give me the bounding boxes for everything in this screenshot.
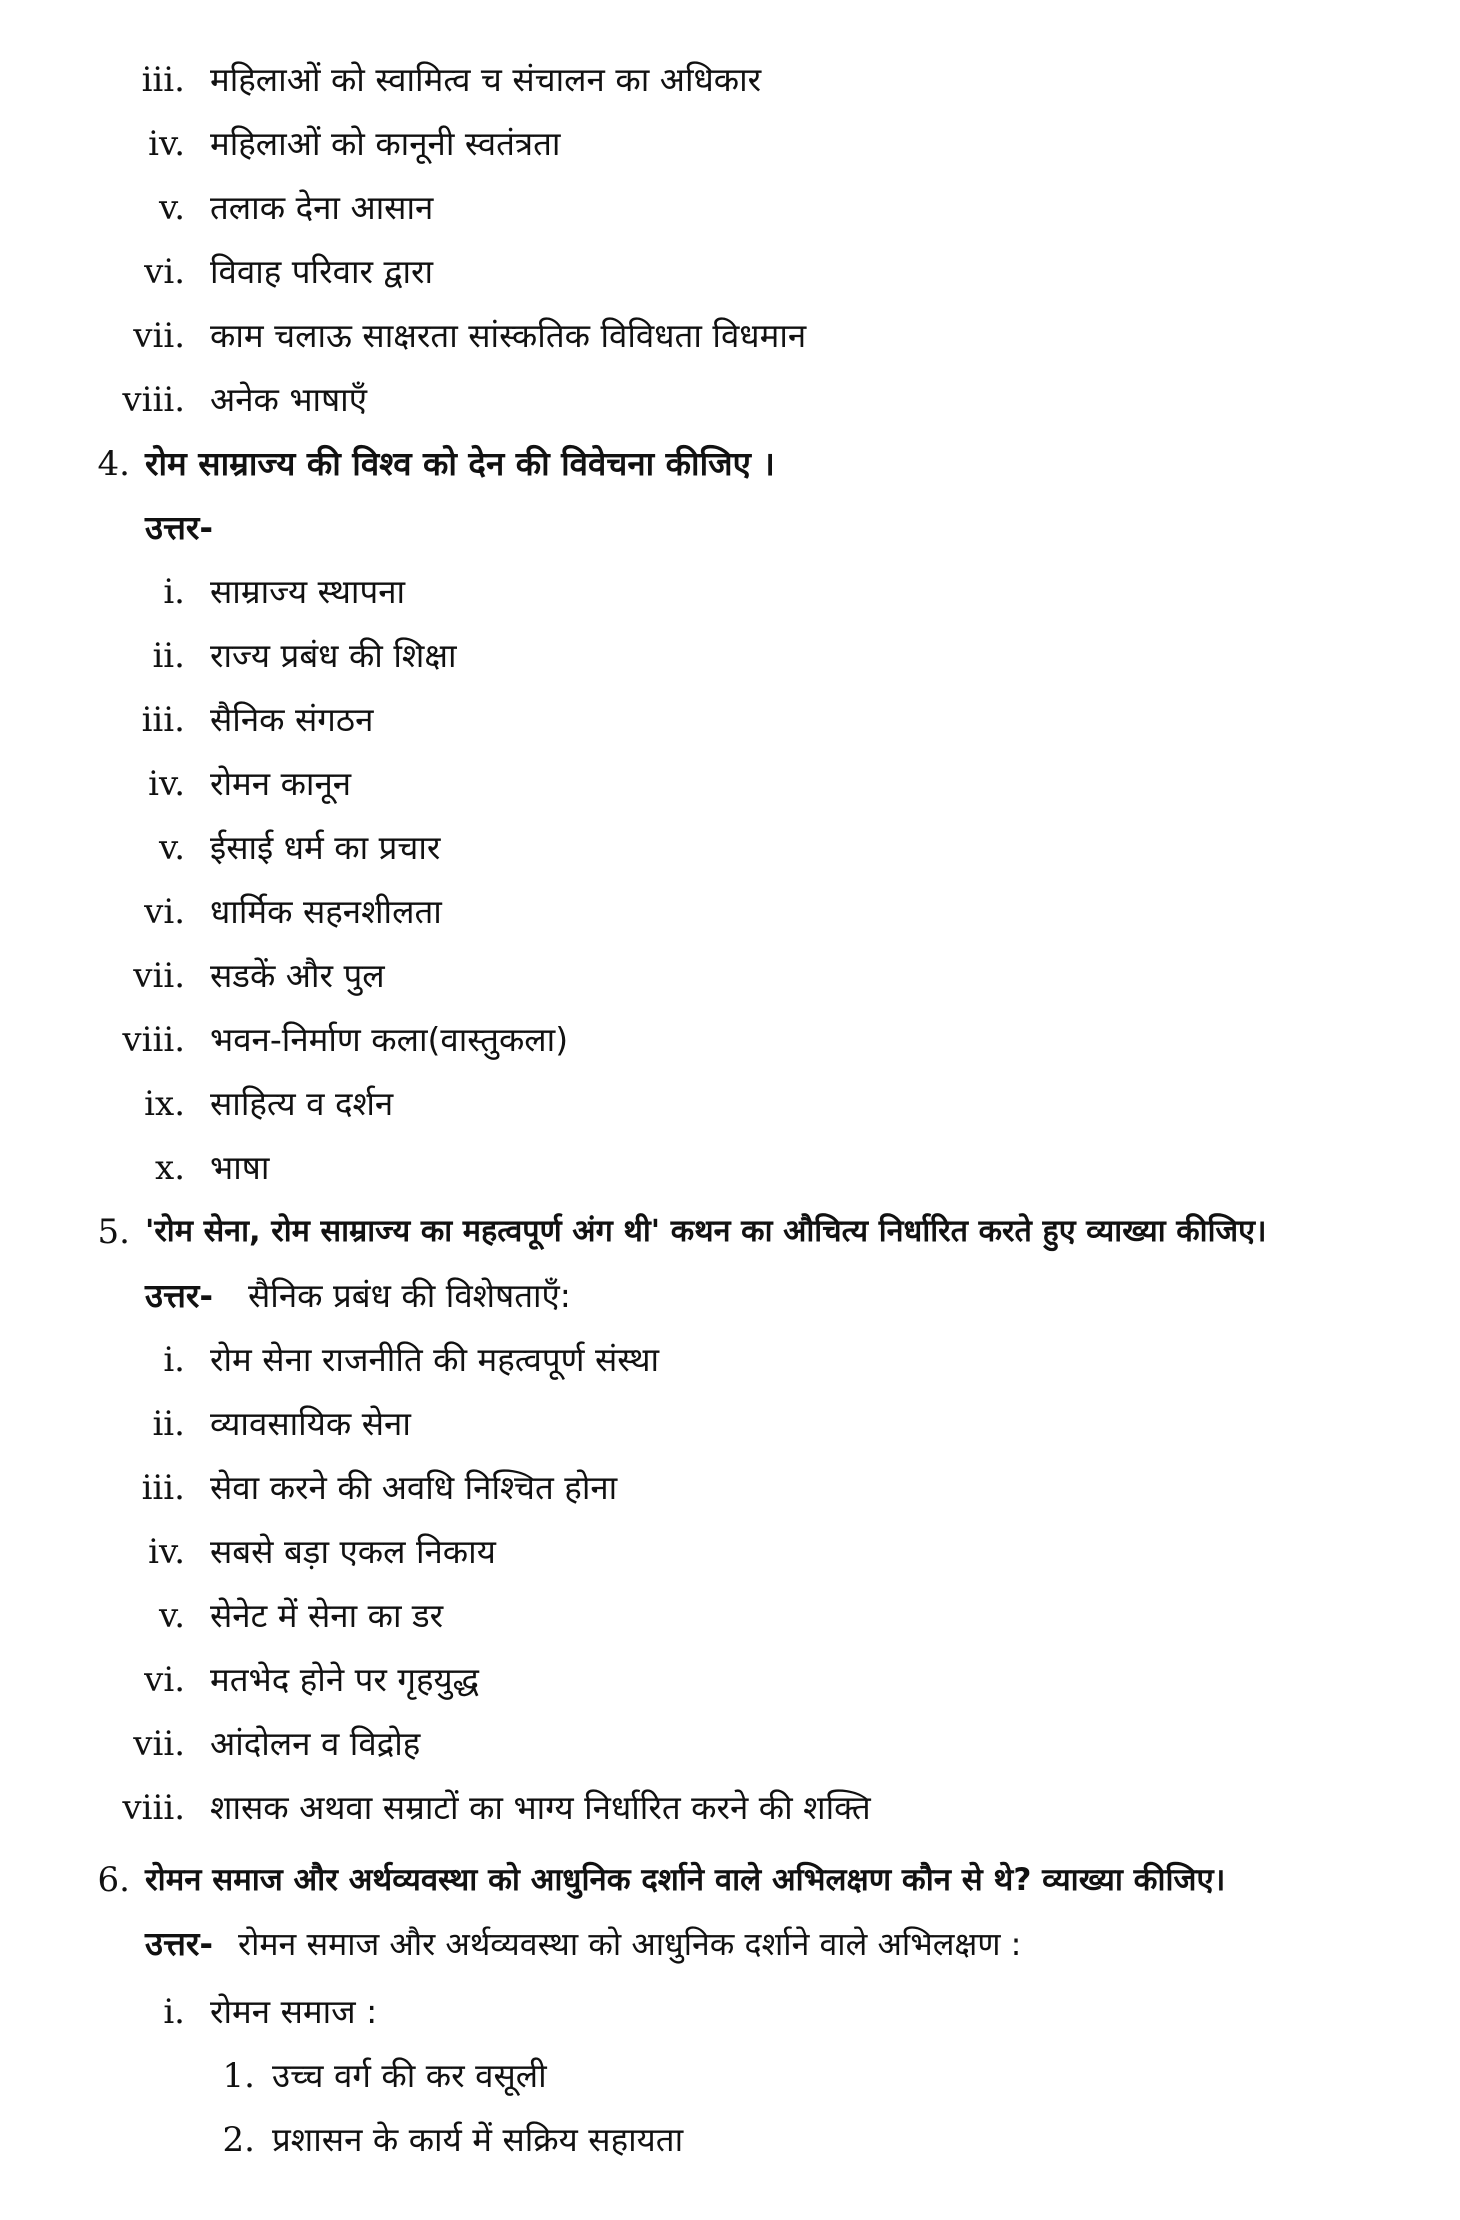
- item-number: i.: [163, 572, 185, 612]
- answer-label: उत्तर-: [145, 508, 214, 547]
- item-number: iii.: [141, 60, 185, 100]
- question-text: रोमन समाज और अर्थव्यवस्था को आधुनिक दर्शाने वाले अभिलक्षण कौन से थे? व्याख्या कीजिए।: [145, 1862, 1226, 1898]
- answer-intro: रोमन समाज और अर्थव्यवस्था को आधुनिक दर्शाने वाले अभिलक्षण :: [238, 1925, 1022, 1963]
- item-number: i.: [163, 1992, 185, 2032]
- item-text: व्यावसायिक सेना: [210, 1404, 411, 1443]
- item-number: vi.: [144, 1660, 185, 1700]
- item-text: ईसाई धर्म का प्रचार: [210, 828, 441, 867]
- item-text: सैनिक संगठन: [210, 700, 374, 739]
- item-number: iv.: [148, 764, 185, 804]
- item-number: iii.: [141, 700, 185, 740]
- item-number: vi.: [144, 252, 185, 292]
- item-text: भाषा: [210, 1148, 270, 1187]
- item-number: vii.: [133, 316, 185, 356]
- item-number: vi.: [144, 892, 185, 932]
- item-number: ii.: [152, 1404, 185, 1444]
- item-text: राज्य प्रबंध की शिक्षा: [210, 636, 457, 675]
- answer-intro: सैनिक प्रबंध की विशेषताएँ:: [248, 1276, 571, 1315]
- subitem-text: प्रशासन के कार्य में सक्रिय सहायता: [272, 2120, 684, 2159]
- answer-label: उत्तर-: [145, 1276, 214, 1315]
- item-number: ii.: [152, 636, 185, 676]
- question-text: रोम साम्राज्य की विश्व को देन की विवेचना कीजिए ।: [145, 444, 775, 483]
- item-number: i.: [163, 1340, 185, 1380]
- item-text: तलाक देना आसान: [210, 188, 434, 227]
- item-number: viii.: [122, 1788, 185, 1828]
- question-number: 5.: [97, 1212, 130, 1252]
- item-text: सेनेट में सेना का डर: [210, 1596, 444, 1635]
- item-number: v.: [159, 828, 185, 868]
- item-text: भवन-निर्माण कला(वास्तुकला): [210, 1020, 569, 1059]
- item-text: साम्राज्य स्थापना: [210, 572, 406, 611]
- question-number: 6.: [97, 1860, 130, 1900]
- item-text: धार्मिक सहनशीलता: [210, 892, 442, 931]
- item-number: iii.: [141, 1468, 185, 1508]
- item-text: रोम सेना राजनीति की महत्वपूर्ण संस्था: [210, 1340, 660, 1379]
- item-text: काम चलाऊ साक्षरता सांस्कतिक विविधता विधमान: [210, 316, 807, 355]
- item-number: vii.: [133, 1724, 185, 1764]
- item-number: v.: [159, 188, 185, 228]
- item-text: महिलाओं को स्वामित्व च संचालन का अधिकार: [210, 60, 762, 99]
- item-number: iv.: [148, 124, 185, 164]
- item-text: शासक अथवा सम्राटों का भाग्य निर्धारित करने की शक्ति: [210, 1788, 871, 1827]
- item-text: अनेक भाषाएँ: [210, 380, 367, 419]
- item-text: सडकें और पुल: [210, 956, 385, 995]
- item-text: साहित्य व दर्शन: [210, 1084, 394, 1123]
- item-text: रोमन कानून: [210, 764, 352, 803]
- item-number: vii.: [133, 956, 185, 996]
- item-number: ix.: [144, 1084, 185, 1124]
- item-text: सबसे बड़ा एकल निकाय: [210, 1532, 496, 1571]
- item-number: viii.: [122, 1020, 185, 1060]
- item-number: x.: [155, 1148, 185, 1188]
- question-number: 4.: [97, 444, 130, 484]
- item-number: viii.: [122, 380, 185, 420]
- answer-label: उत्तर-: [145, 1924, 214, 1963]
- item-text: सेवा करने की अवधि निश्चित होना: [210, 1468, 618, 1507]
- subitem-text: उच्च वर्ग की कर वसूली: [272, 2056, 547, 2095]
- item-text: मतभेद होने पर गृहयुद्ध: [210, 1660, 479, 1699]
- item-number: iv.: [148, 1532, 185, 1572]
- item-number: v.: [159, 1596, 185, 1636]
- question-text: 'रोम सेना, रोम साम्राज्य का महत्वपूर्ण अंग थी' कथन का औचित्य निर्धारित करते हुए व्याख्या कीजिए।: [145, 1214, 1267, 1249]
- item-text: विवाह परिवार द्वारा: [210, 252, 434, 291]
- item-text: आंदोलन व विद्रोह: [210, 1724, 421, 1763]
- item-text: रोमन समाज :: [210, 1992, 378, 2031]
- subitem-number: 1.: [222, 2056, 255, 2096]
- subitem-number: 2.: [222, 2120, 255, 2160]
- item-text: महिलाओं को कानूनी स्वतंत्रता: [210, 124, 561, 163]
